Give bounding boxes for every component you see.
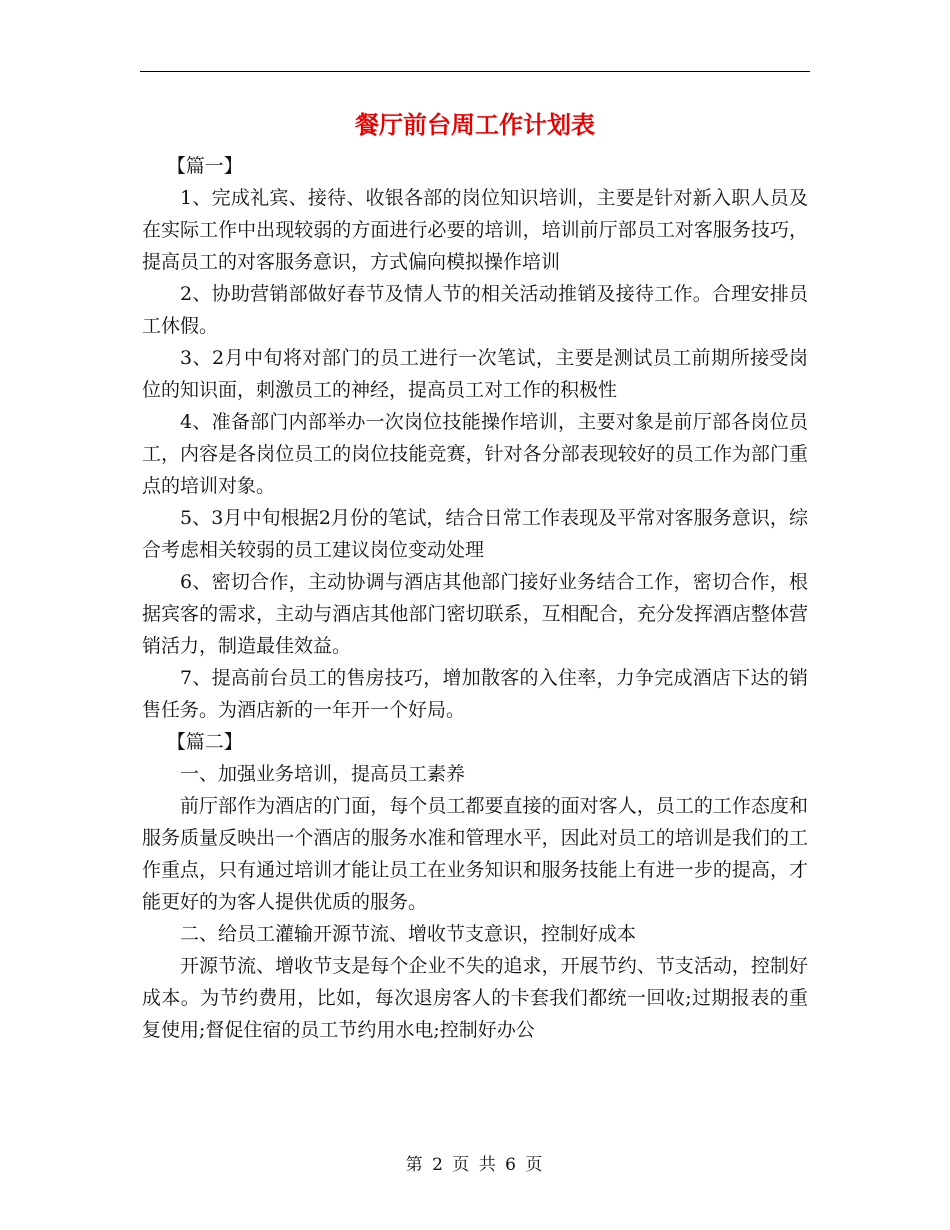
paragraph: 4、准备部门内部举办一次岗位技能操作培训，主要对象是前厅部各岗位员工，内容是各岗位员工的岗位技能竞赛，针对各分部表现较好的员工作为部门重点的培训对象。 (142, 411, 808, 497)
header-rule (140, 71, 810, 72)
paragraph: 6、密切合作，主动协调与酒店其他部门接好业务结合工作，密切合作，根据宾客的需求，主动与酒店其他部门密切联系，互相配合，充分发挥酒店整体营销活力，制造最佳效益。 (142, 571, 808, 657)
document-body (142, 150, 808, 1046)
document-title: 餐厅前台周工作计划表 (355, 111, 595, 139)
paragraph: 5、3月中旬根据2月份的笔试，结合日常工作表现及平常对客服务意识，综合考虑相关较弱的员工建议岗位变动处理 (142, 507, 808, 561)
section-heading: 【篇二】 (166, 731, 243, 753)
paragraph: 2、协助营销部做好春节及情人节的相关活动推销及接待工作。合理安排员工休假。 (142, 283, 808, 337)
paragraph: 7、提高前台员工的售房技巧，增加散客的入住率，力争完成酒店下达的销售任务。为酒店新的一年开一个好局。 (142, 667, 808, 721)
paragraph: 前厅部作为酒店的门面，每个员工都要直接的面对客人，员工的工作态度和服务质量反映出一个酒店的服务水准和管理水平，因此对员工的培训是我们的工作重点，只有通过培训才能让员工在业务知识和服务技能上有进一步的提高，才能更好的为客人提供优质的服务。 (142, 795, 808, 913)
page-footer: 第 2 页 共 6 页 (405, 1155, 545, 1175)
paragraph: 开源节流、增收节支是每个企业不失的追求，开展节约、节支活动，控制好成本。为节约费用，比如，每次退房客人的卡套我们都统一回收;过期报表的重复使用;督促住宿的员工节约用水电;控制好办公 (142, 955, 808, 1041)
paragraph: 3、2月中旬将对部门的员工进行一次笔试，主要是测试员工前期所接受岗位的知识面，刺激员工的神经，提高员工对工作的积极性 (142, 347, 808, 401)
subheading-paragraph: 二、给员工灌输开源节流、增收节支意识，控制好成本 (180, 923, 637, 945)
subheading-paragraph: 一、加强业务培训，提高员工素养 (180, 763, 466, 785)
section-heading: 【篇一】 (166, 155, 243, 177)
paragraph: 1、完成礼宾、接待、收银各部的岗位知识培训，主要是针对新入职人员及在实际工作中出现较弱的方面进行必要的培训，培训前厅部员工对客服务技巧，提高员工的对客服务意识，方式偏向模拟操作培训 (142, 187, 808, 273)
